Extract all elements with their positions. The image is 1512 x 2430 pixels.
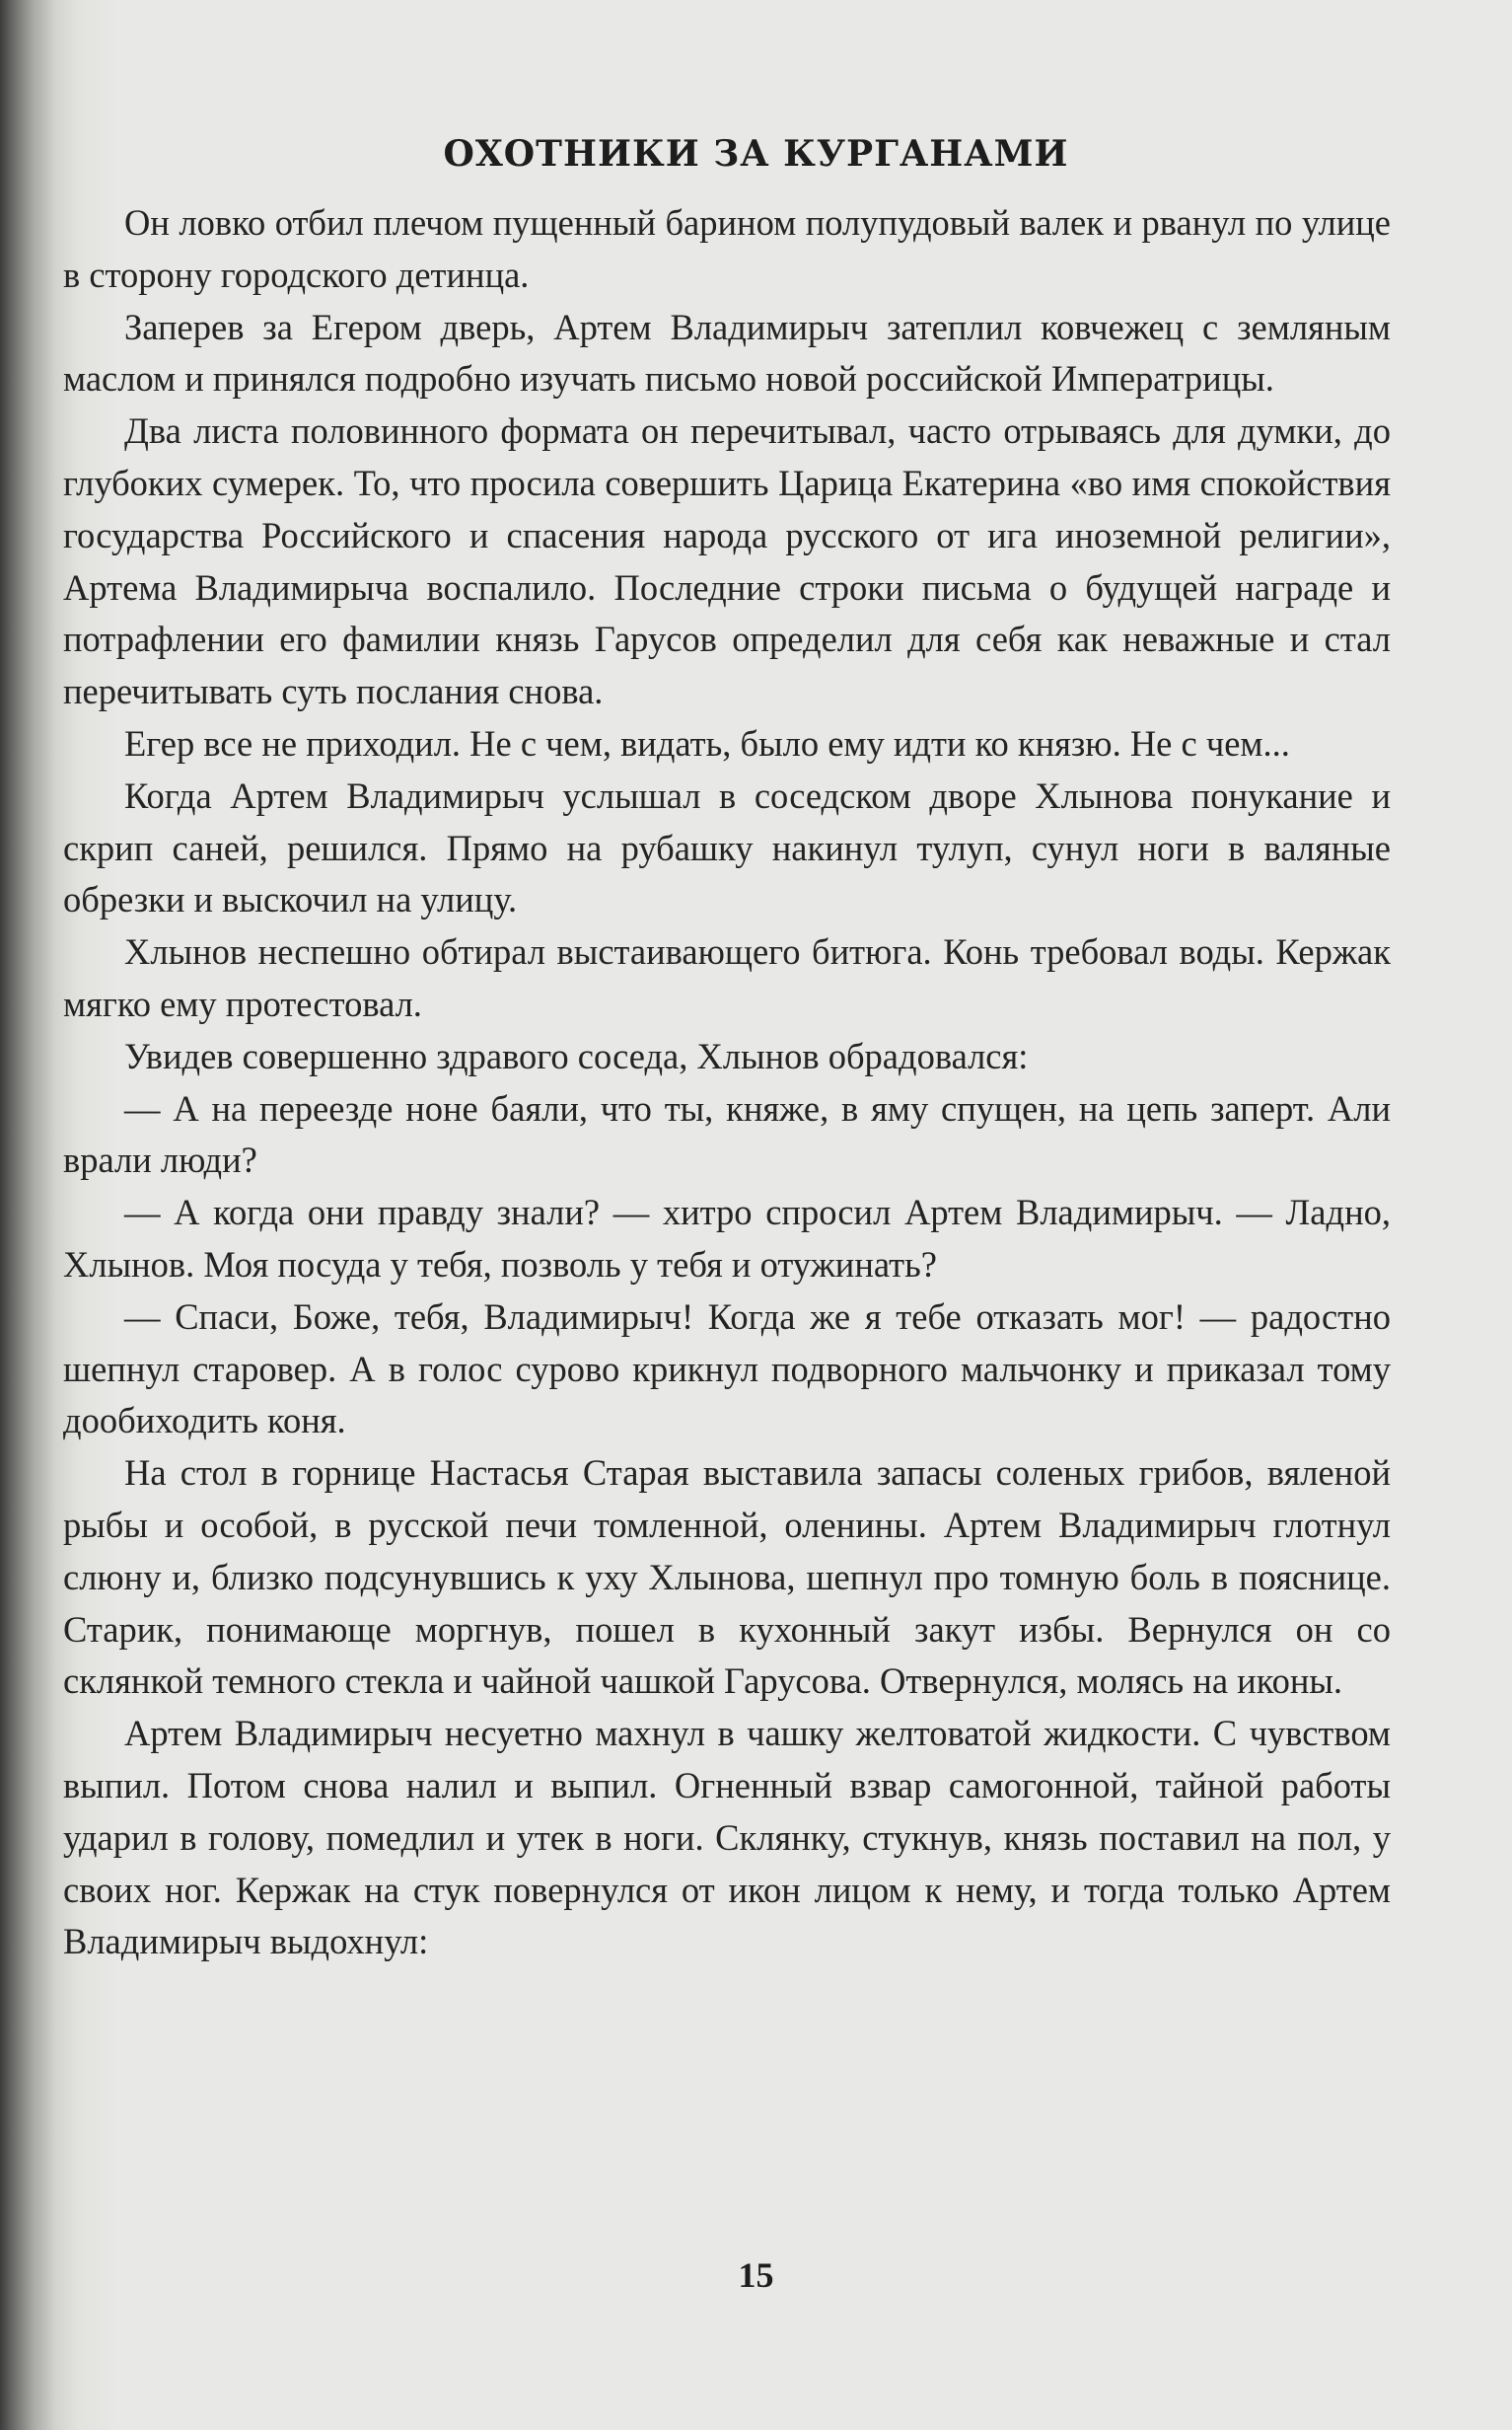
- running-header: ОХОТНИКИ ЗА КУРГАНАМИ: [443, 133, 1069, 175]
- paragraph: — А на переезде ноне баяли, что ты, княже, в яму спущен, на цепь заперт. Али врали люди?: [63, 1087, 1391, 1181]
- paragraph: Два листа половинного формата он перечитывал, часто отрываясь для думки, до глубоких сумерек. То, что просила совершить Царица Екатерина «во имя спокойствия государства Российского и спасения народа русского от ига иноземной религии», Артема Владимирыча воспалило. Последние строки письма о будущей награде и потрафлении его фамилии князь Гарусов определил для себя как неважные и стал перечитывать суть послания снова.: [63, 410, 1391, 712]
- paragraph: — Спаси, Боже, тебя, Владимирыч! Когда же я тебе отказать мог! — радостно шепнул старовер. А в голос сурово крикнул подворного мальчонку и приказал тому дообиходить коня.: [63, 1295, 1391, 1441]
- page-number: 15: [738, 2255, 774, 2295]
- paragraph: Увидев совершенно здравого соседа, Хлынов обрадовался:: [124, 1035, 1029, 1076]
- paragraph: Когда Артем Владимирыч услышал в соседском дворе Хлынова понукание и скрип саней, решился. Прямо на рубашку накинул тулуп, сунул ноги в валяные обрезки и выскочил на улицу.: [63, 774, 1391, 920]
- paragraph: Егер все не приходил. Не с чем, видать, было ему идти ко князю. Не с чем...: [124, 722, 1290, 764]
- paragraph: — А когда они правду знали? — хитро спросил Артем Владимирыч. — Ладно, Хлынов. Моя посуда у тебя, позволь у тебя и отужинать?: [63, 1192, 1391, 1285]
- paragraph: Заперев за Егером дверь, Артем Владимирыч затеплил ковчежец с земляным маслом и принялся подробно изучать письмо новой российской Императрицы.: [63, 306, 1391, 400]
- paragraph: Артем Владимирыч несуетно махнул в чашку желтоватой жидкости. С чувством выпил. Потом снова налил и выпил. Огненный взвар самогонной, тайной работы ударил в голову, помедлил и утек в ноги. Склянку, стукнув, князь поставил на пол, у своих ног. Кержак на стук повернулся от икон лицом к нему, и тогда только Артем Владимирыч выдохнул:: [63, 1713, 1391, 1962]
- body-text: [63, 197, 1391, 1968]
- paragraph: Он ловко отбил плечом пущенный барином полупудовый валек и рванул по улице в сторону городского детинца.: [63, 202, 1391, 295]
- paragraph: На стол в горнице Настасья Старая выставила запасы соленых грибов, вяленой рыбы и особой, в русской печи томленной, оленины. Артем Владимирыч глотнул слюну и, близко подсунувшись к уху Хлынова, шепнул про томную боль в пояснице. Старик, понимающе моргнув, пошел в кухонный закут избы. Вернулся он со склянкой темного стекла и чайной чашкой Гарусова. Отвернулся, молясь на иконы.: [63, 1452, 1391, 1702]
- paragraph: Хлынов неспешно обтирал выстаивающего битюга. Конь требовал воды. Кержак мягко ему протестовал.: [63, 931, 1391, 1024]
